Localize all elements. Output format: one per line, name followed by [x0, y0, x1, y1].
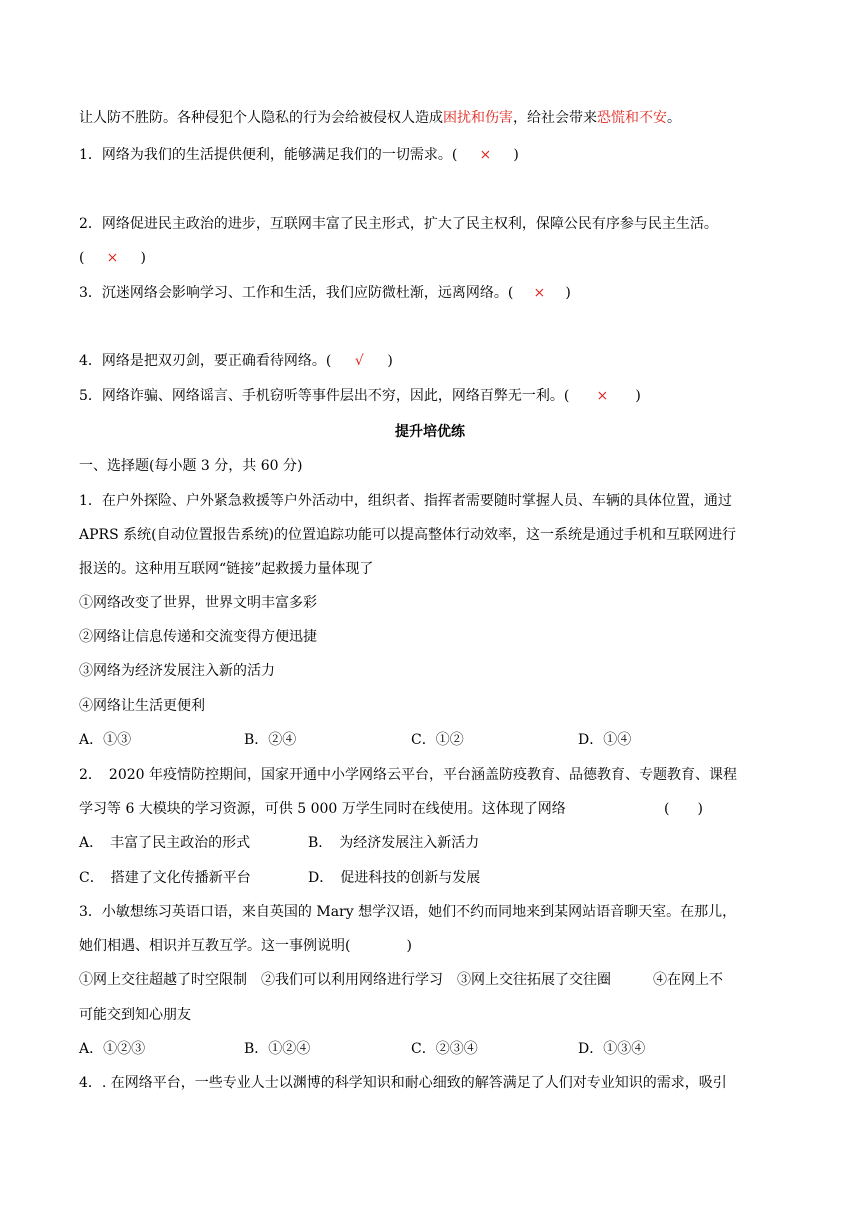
q1-option-c[interactable]: C．①② [411, 732, 464, 748]
q2-answer-paren: ( ) [664, 801, 703, 817]
paren-close: ) [635, 388, 641, 404]
highlight-panic: 恐慌和不安 [597, 110, 667, 126]
q3-line-1: 3．小敏想练习英语口语，来自英国的 Mary 想学汉语，她们不约而同地来到某网站语音聊天室。在那儿， [79, 904, 737, 920]
judgment-3 [79, 283, 571, 303]
judgment-4 [79, 351, 393, 371]
q1-option-b[interactable]: B．②④ [244, 732, 297, 748]
q3-option-d[interactable]: D．①③④ [578, 1041, 646, 1057]
judgment-5 [79, 386, 641, 406]
paren-close: ) [513, 147, 519, 163]
q1-item-4: ④网络让生活更便利 [79, 698, 205, 714]
section-intro: 一、选择题(每小题 3 分，共 60 分) [79, 458, 303, 474]
answer-mark: × [106, 250, 119, 266]
paren-close: ) [140, 250, 146, 266]
q2-option-b[interactable]: B． 为经济发展注入新活力 [308, 835, 480, 851]
q3-line-3: ①网上交往超越了时空限制 ②我们可以利用网络进行学习 ③网上交往拓展了交往圈 ④在网上不 [79, 972, 723, 988]
q1-option-a[interactable]: A．①③ [79, 732, 132, 748]
q3-line-2: 她们相遇、相识并互教互学。这一事例说明( ) [79, 938, 412, 954]
q1-line-1: 1．在户外探险、户外紧急救援等户外活动中，组织者、指挥者需要随时掌握人员、车辆的具体位置，通过 [79, 493, 732, 509]
highlight-harm: 困扰和伤害 [443, 110, 513, 126]
q2-line-1: 2． 2020 年疫情防控期间，国家开通中小学网络云平台，平台涵盖防疫教育、品德教育、专题教育、课程 [79, 767, 737, 783]
q2-option-d[interactable]: D． 促进科技的创新与发展 [308, 870, 481, 886]
intro-line [79, 108, 681, 128]
judgment-text: 4．网络是把双刃剑，要正确看待网络。( [79, 353, 332, 369]
paren-close: ) [387, 353, 393, 369]
answer-mark: × [533, 285, 546, 301]
q1-item-1: ①网络改变了世界，世界文明丰富多彩 [79, 595, 317, 611]
section-title: 提升培优练 [395, 424, 465, 440]
intro-text-mid: ，给社会带来 [513, 110, 597, 126]
judgment-2 [79, 214, 718, 234]
q3-option-a[interactable]: A．①②③ [79, 1041, 146, 1057]
q2-option-a[interactable]: A． 丰富了民主政治的形式 [79, 835, 251, 851]
q1-line-2: APRS 系统(自动位置报告系统)的位置追踪功能可以提高整体行动效率，这一系统是通过手机和互联网进行 [79, 527, 737, 543]
q2-line-2: 学习等 6 大模块的学习资源，可供 5 000 万学生同时在线使用。这体现了网络 [79, 801, 566, 817]
answer-mark: × [479, 147, 492, 163]
q4-line-1: 4．. 在网络平台，一些专业人士以渊博的科学知识和耐心细致的解答满足了人们对专业知识的需求，吸引 [79, 1075, 727, 1091]
q2-option-c[interactable]: C． 搭建了文化传播新平台 [79, 870, 251, 886]
q1-item-3: ③网络为经济发展注入新的活力 [79, 663, 275, 679]
answer-mark: × [596, 388, 609, 404]
paren-open: ( [79, 250, 85, 266]
judgment-text: 2．网络促进民主政治的进步，互联网丰富了民主形式，扩大了民主权利，保障公民有序参与民主生活。 [79, 216, 718, 232]
intro-text: 让人防不胜防。各种侵犯个人隐私的行为会给被侵权人造成 [79, 110, 443, 126]
q3-line-4: 可能交到知心朋友 [79, 1007, 191, 1023]
answer-mark: √ [354, 353, 364, 369]
paren-close: ) [565, 285, 571, 301]
judgment-2-cont [79, 248, 146, 268]
intro-text-end: 。 [667, 110, 681, 126]
q1-line-3: 报送的。这种用互联网“链接”起救援力量体现了 [79, 561, 374, 577]
judgment-1 [79, 145, 519, 165]
judgment-text: 1．网络为我们的生活提供便利，能够满足我们的一切需求。( [79, 147, 458, 163]
q3-option-b[interactable]: B．①②④ [244, 1041, 311, 1057]
q1-option-d[interactable]: D．①④ [578, 732, 632, 748]
judgment-text: 3．沉迷网络会影响学习、工作和生活，我们应防微杜渐，远离网络。( [79, 285, 514, 301]
judgment-text: 5．网络诈骗、网络谣言、手机窃听等事件层出不穷，因此，网络百弊无一利。( [79, 388, 570, 404]
q3-option-c[interactable]: C．②③④ [411, 1041, 478, 1057]
q1-item-2: ②网络让信息传递和交流变得方便迅捷 [79, 629, 317, 645]
